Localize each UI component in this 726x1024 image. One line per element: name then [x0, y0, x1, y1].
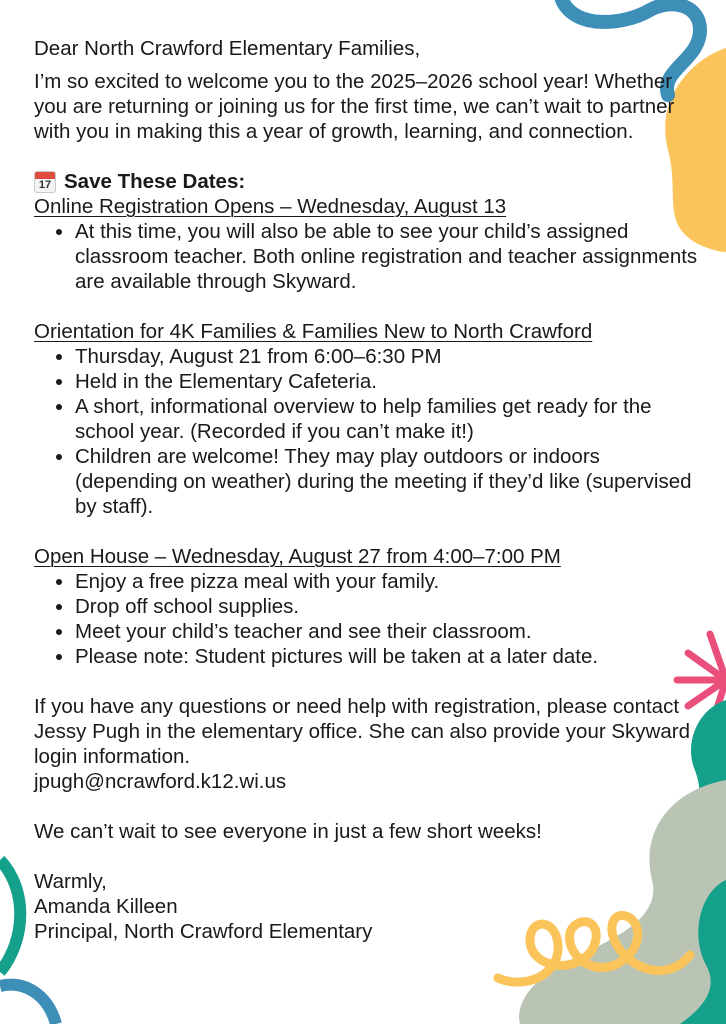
list-item: • A short, informational overview to help families get ready for the school year. (Recorded if you can’t make it!)	[75, 394, 702, 444]
list-item: • Children are welcome! They may play outdoors or indoors (depending on weather) during the meeting if they’d like (supervised by staff).	[75, 444, 702, 519]
list-item: • Please note: Student pictures will be taken at a later date.	[75, 644, 702, 669]
list-item: • Drop off school supplies.	[75, 594, 702, 619]
list-item: • Meet your child’s teacher and see their classroom.	[75, 619, 702, 644]
signoff: Warmly,	[34, 870, 107, 893]
save-dates-heading-text: Save These Dates:	[64, 170, 246, 193]
letter-body	[34, 36, 702, 944]
greeting: Dear North Crawford Elementary Families,	[34, 37, 421, 60]
teal-arc-left	[0, 860, 20, 972]
calendar-icon: 17	[34, 171, 56, 193]
contact-paragraph: If you have any questions or need help with registration, please contact Jessy Pugh in the elementary office. She can also provide your Skyward login information.	[34, 695, 690, 768]
event-list-open-house	[34, 569, 702, 669]
event-title-orientation: Orientation for 4K Families & Families New to North Crawford	[34, 320, 593, 343]
list-item: • Thursday, August 21 from 6:00–6:30 PM	[75, 344, 702, 369]
intro-paragraph: I’m so excited to welcome you to the 2025–2026 school year! Whether you are returning or joining us for the first time, we can’t wait to partner with you in making this a year of growth, learning, and connection.	[34, 70, 675, 143]
contact-email: jpugh@ncrawford.k12.wi.us	[34, 770, 287, 793]
closing-line: We can’t wait to see everyone in just a few short weeks!	[34, 820, 542, 843]
event-title-registration: Online Registration Opens – Wednesday, August 13	[34, 195, 507, 218]
event-title-open-house: Open House – Wednesday, August 27 from 4:00–7:00 PM	[34, 545, 561, 568]
save-dates-heading	[34, 169, 702, 194]
signature-name: Amanda Killeen	[34, 895, 178, 918]
list-item: • Held in the Elementary Cafeteria.	[75, 369, 702, 394]
event-list-registration	[34, 219, 702, 294]
signature-title: Principal, North Crawford Elementary	[34, 920, 373, 943]
list-item: • At this time, you will also be able to see your child’s assigned classroom teacher. Both online registration and teacher assignments are available through Skyward.	[75, 219, 702, 294]
blue-arc-bottom-left	[0, 985, 56, 1024]
event-list-orientation	[34, 344, 702, 519]
list-item: • Enjoy a free pizza meal with your family.	[75, 569, 702, 594]
